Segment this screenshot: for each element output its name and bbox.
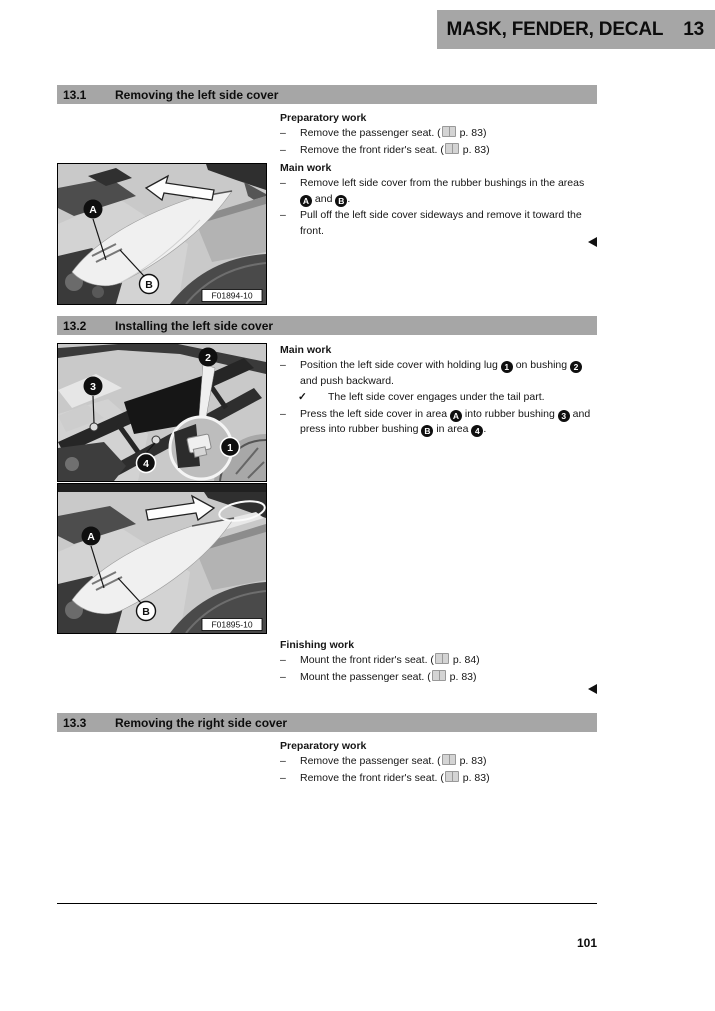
circled-3-badge: 3 [558,410,570,422]
work-item-text: Remove the front rider's seat. ( p. 83) [300,771,490,784]
work-heading: Preparatory work [280,740,367,752]
work-item-text: Mount the front rider's seat. ( p. 84) [300,654,480,666]
book-reference-icon [442,754,456,765]
chapter-title: MASK, FENDER, DECAL [446,18,664,40]
book-reference-icon [445,143,459,154]
book-reference-icon [432,670,446,681]
work-heading: Finishing work [280,639,355,651]
check-icon: ✓ [298,391,307,403]
dash-marker: – [280,359,286,371]
work-item-text: Press the left side cover in area A into rubber bushing 3 and press into rubber bushing B in area 4 . [300,407,591,436]
work-item [280,670,598,686]
work-heading: Main work [280,162,332,174]
work-item [280,407,598,438]
preparatory-work-block-13-1 [280,110,598,159]
work-item [280,390,598,406]
circled-2-badge: 2 [570,361,582,373]
label-b-text: B [145,278,153,291]
circled-1-badge: 1 [501,361,513,373]
work-item [280,126,598,142]
work-heading: Main work [280,344,332,356]
section-number: 13.3 [63,715,87,730]
preparatory-work-block-13-3 [280,738,598,787]
label-4-text: 4 [143,457,149,470]
work-list [280,126,598,158]
dash-marker: – [280,407,286,420]
book-reference-icon [442,126,456,137]
section-number: 13.1 [63,87,87,102]
chapter-number: 13 [683,18,704,40]
main-work-block-13-1 [280,160,598,240]
main-work-block-13-2 [280,342,598,439]
work-item [280,358,598,389]
circled-b-badge: B [335,195,347,207]
work-list [280,754,598,786]
work-item [280,754,598,770]
chapter-header-bar [437,10,715,49]
dash-marker: – [280,771,286,784]
dash-marker: – [280,209,286,221]
label-a-text: A [87,530,95,543]
dash-marker: – [280,177,286,189]
dash-marker: – [280,654,286,666]
work-list [280,653,598,685]
work-item-text: Remove the front rider's seat. ( p. 83) [300,143,490,156]
finishing-work-block-13-2 [280,637,598,686]
work-item-text: Mount the passenger seat. ( p. 83) [300,670,477,683]
engine-detail [92,286,104,298]
circled-b-badge: B [421,425,433,437]
rubber-bushing [152,436,160,444]
footer-rule [57,903,597,904]
top-dark-band [58,484,266,492]
work-item-text: Remove left side cover from the rubber bushings in the areas A and B . [300,177,585,206]
dash-marker: – [280,670,286,683]
work-item-text: Remove the passenger seat. ( p. 83) [300,755,487,767]
circled-4-badge: 4 [471,425,483,437]
circled-a-badge: A [450,410,462,422]
work-item [280,208,598,239]
section-title: Removing the left side cover [115,87,279,102]
figure-install-left-side-cover [57,483,267,634]
label-b-text: B [142,605,150,618]
book-reference-icon [445,771,459,782]
section-header-13-1 [57,85,597,104]
page-number: 101 [576,936,597,950]
section-end-marker-icon [588,237,597,247]
circled-a-badge: A [300,195,312,207]
work-list [280,176,598,239]
dash-marker: – [280,127,286,139]
work-list [280,358,598,438]
section-header-13-2 [57,316,597,335]
work-item [280,653,598,669]
work-heading: Preparatory work [280,112,367,124]
work-item-text: Pull off the left side cover sideways and remove it toward the front. [300,209,582,237]
label-2-text: 2 [205,351,211,364]
work-item-text: Position the left side cover with holding lug 1 on bushing 2 and push backward. [300,358,598,389]
book-reference-icon [435,653,449,664]
figure-install-frame-detail [57,343,267,482]
section-title: Installing the left side cover [115,318,274,333]
rubber-bushing [90,423,98,431]
section-end-marker-icon [588,684,597,694]
section-header-13-3 [57,713,597,732]
figure-remove-left-side-cover [57,163,267,305]
figure-caption: F01894-10 [211,290,253,301]
label-1-text: 1 [227,441,233,454]
dash-marker: – [280,143,286,156]
section-title: Removing the right side cover [115,715,288,730]
work-item-text: The left side cover engages under the tail part. [328,391,545,403]
label-3-text: 3 [90,380,96,393]
photo-left-side-cover [58,164,266,304]
work-item-text: Remove the passenger seat. ( p. 83) [300,127,487,139]
label-a-text: A [89,203,97,216]
figure-caption: F01895-10 [211,619,253,630]
dash-marker: – [280,755,286,767]
engine-detail [65,457,79,471]
photo-left-side-cover-install [58,484,266,633]
work-item [280,176,598,207]
photo-frame-bushings [58,344,266,481]
work-item [280,771,598,787]
work-item [280,143,598,159]
section-number: 13.2 [63,318,87,333]
